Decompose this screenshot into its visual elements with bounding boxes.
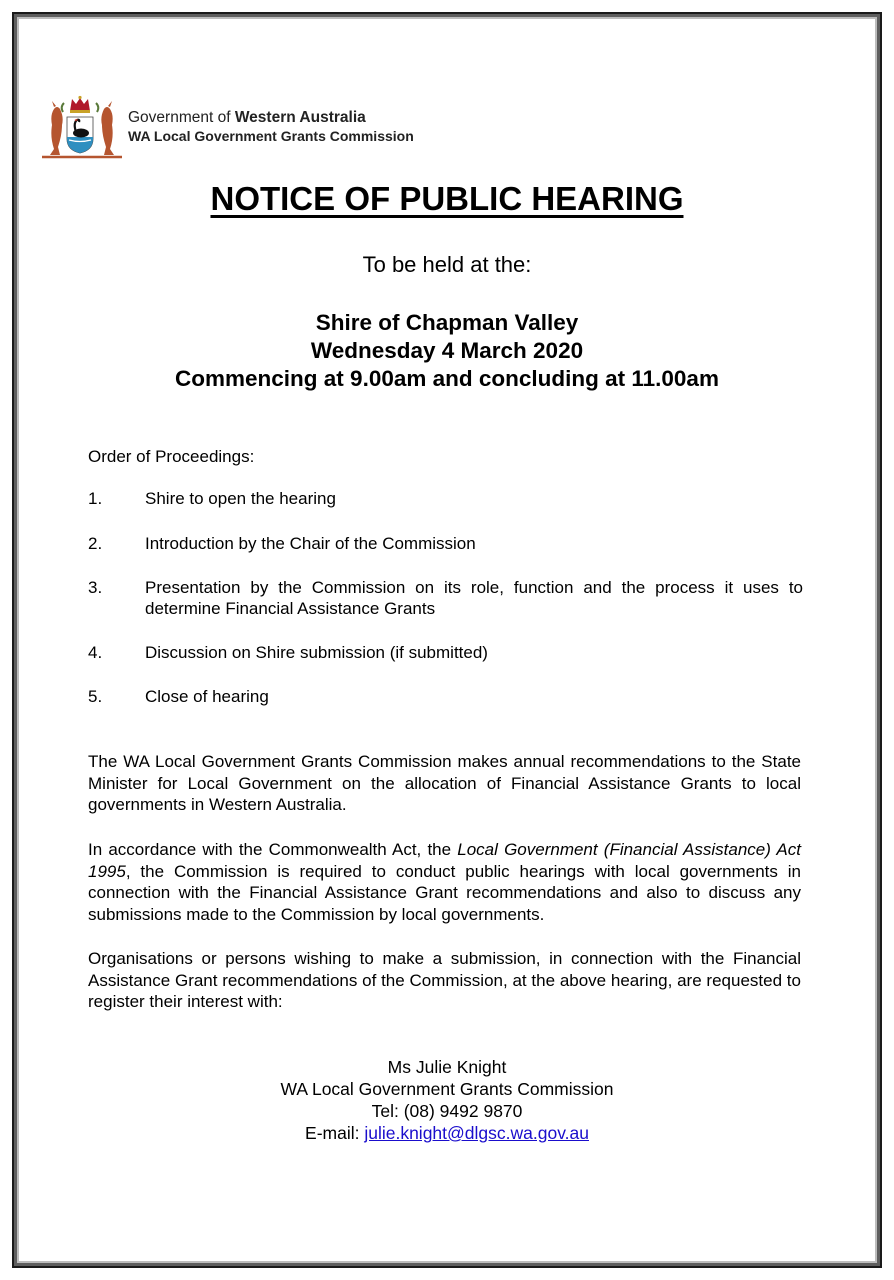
list-item-number: 5.: [88, 687, 103, 706]
list-item-number: 2.: [88, 534, 103, 553]
paragraph-submissions: Organisations or persons wishing to make a submission, in connection with the Financial Assistance Grant recommendations of the Commission, at the above hearing, are requested to register their interest with:: [88, 949, 801, 1011]
letterhead-text: [128, 109, 414, 145]
list-item: [88, 533, 803, 554]
legislation-text-prefix: In accordance with the Commonwealth Act, the: [88, 840, 458, 859]
letterhead: [40, 95, 460, 161]
page-title-text: NOTICE OF PUBLIC HEARING: [210, 180, 684, 217]
venue-time: Commencing at 9.00am and concluding at 11.00am: [175, 366, 719, 391]
venue-location: Shire of Chapman Valley: [315, 310, 579, 335]
list-item: [88, 577, 803, 619]
government-prefix: Government of: [128, 109, 235, 126]
email-label: E-mail:: [305, 1123, 365, 1143]
held-at-label: To be held at the:: [362, 252, 532, 277]
list-item-number: 4.: [88, 643, 103, 662]
list-item: [88, 642, 803, 663]
contact-email-row: [0, 1122, 894, 1144]
list-item-text: Introduction by the Chair of the Commission: [145, 534, 476, 553]
legislation-text-suffix: , the Commission is required to conduct public hearings with local governments in connection with the Financial Assistance Grant recommendations and also to discuss any submissions made to the Commission by local governments.: [88, 861, 801, 924]
proceedings-heading: Order of Proceedings:: [88, 447, 255, 466]
list-item-text: Close of hearing: [145, 687, 269, 706]
list-item: [88, 686, 803, 707]
government-state: Western Australia: [234, 109, 366, 126]
list-item-number: 3.: [88, 578, 103, 597]
paragraph-legislation: [88, 839, 801, 925]
contact-block: [0, 1056, 894, 1144]
venue-block: [0, 309, 894, 393]
wa-coat-of-arms-icon: [40, 95, 124, 161]
proceedings-list: [88, 488, 803, 707]
commission-name: WA Local Government Grants Commission: [128, 128, 414, 144]
contact-name: Ms Julie Knight: [387, 1057, 507, 1077]
list-item-text: Discussion on Shire submission (if submitted): [145, 643, 488, 662]
act-title: Local Government (Financial Assistance) Act 1995: [88, 840, 801, 881]
paragraph-commission-role: The WA Local Government Grants Commission makes annual recommendations to the State Minister for Local Government on the allocation of Financial Assistance Grants to local governments in Western Australia.: [88, 752, 801, 814]
page-title: [0, 180, 894, 218]
contact-phone: Tel: (08) 9492 9870: [371, 1101, 523, 1121]
list-item-text: Presentation by the Commission on its role, function and the process it uses to determine Financial Assistance Grants: [145, 578, 803, 618]
venue-date: Wednesday 4 March 2020: [310, 338, 584, 363]
email-link[interactable]: julie.knight@dlgsc.wa.gov.au: [364, 1123, 589, 1143]
list-item-text: Shire to open the hearing: [145, 489, 336, 508]
contact-organisation: WA Local Government Grants Commission: [280, 1079, 614, 1099]
list-item: [88, 488, 803, 509]
government-name: [128, 109, 414, 127]
list-item-number: 1.: [88, 489, 103, 508]
